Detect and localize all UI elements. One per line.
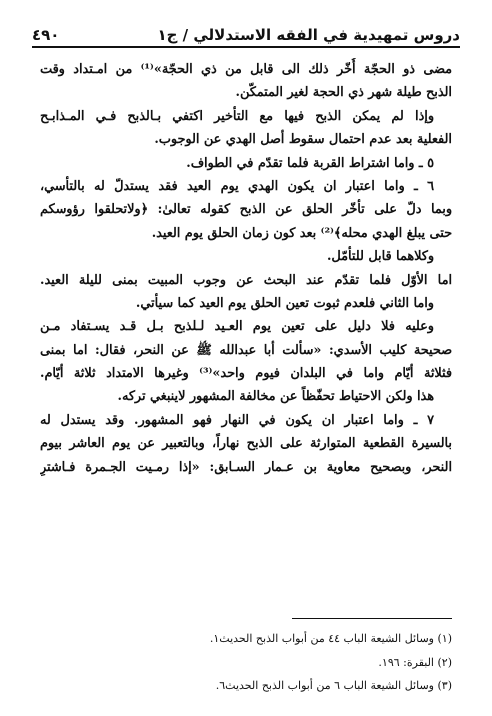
footnote: (١) وسائل الشيعة الباب ٤٤ من أبواب الذبح الحديث١. xyxy=(209,632,452,645)
running-header xyxy=(32,14,460,48)
page-number: ٤٩٠ xyxy=(32,26,60,44)
text-line: ٧ ـ واما اعتبار ان يكون في النهار فهو المشهور. وقد يستدل له xyxy=(40,412,434,428)
text-line: وبما دلّ على تأخّر الحلق عن الذبح كقوله تعالىٰ: ﴿ولاتحلقوا رؤوسكم xyxy=(40,202,452,218)
footnotes xyxy=(40,627,452,698)
footnote: (٣) وسائل الشيعة الباب ٦ من أبواب الذبح الحديث٦. xyxy=(215,679,452,692)
text-line: النحر، وبصحيح معاوية بن عـمار السـابق: «إذا رمـيت الجـمرة فـاشترِ xyxy=(40,459,452,475)
text-line: مضى ذو الحجّة أُخّر ذلك الى قابل من ذي الحجّة»⁽¹⁾ من امـتداد وقت xyxy=(40,62,452,77)
text-line: اما الأوّل فلما تقدّم عند البحث عن وجوب المبيت بمنى لليلة العيد. xyxy=(40,272,452,288)
text-line: الفعلية بعد عدم احتمال سقوط أصل الهدي عن الوجوب. xyxy=(154,132,452,148)
text-line: فثلاثة أيّام واما في البلدان فيوم واحد»⁽³⁾ وغيرها الامتداد ثلاثة أيّام. xyxy=(40,366,452,382)
body-text xyxy=(40,58,452,479)
text-line: وإذا لم يمكن الذبح فيها مع التأخير اكتفي بـالذبح فـي المـذابـح xyxy=(40,108,434,124)
text-line: الذبح طيلة شهر ذي الحجة لغير المتمكّن. xyxy=(235,85,452,101)
text-line: ٦ ـ واما اعتبار ان يكون الهدي يوم العيد فقد يستدلّ له بالتأسي، xyxy=(40,178,434,194)
text-line: واما الثاني فلعدم ثبوت تعين الحلق يوم العيد كما سيأتي. xyxy=(135,295,434,311)
footnote: (٢) البقرة: ١٩٦. xyxy=(378,655,452,669)
text-line: وكلاهما قابل للتأمّل. xyxy=(326,249,434,265)
text-line: بالسيرة القطعية المتوارثة على الذبح نهاراً، وبالتعبير عن يوم العاشر بيوم xyxy=(40,436,452,452)
footnote-divider xyxy=(292,618,452,619)
text-line: وعليه فلا دليل على تعين يوم العـيد لـلذبح بـل قـد يسـتفاد مـن xyxy=(40,319,434,335)
text-line: هذا ولكن الاحتياط تحفّظاً عن مخالفة المشهور لاينبغي تركه. xyxy=(117,389,434,405)
text-line: ٥ ـ واما اشتراط القربة فلما تقدّم في الطواف. xyxy=(186,155,434,171)
text-line: صحيحة كليب الأسدي: «سألت أبا عبدالله ﷺ عن النحر، فقال: اما بمنى xyxy=(40,342,452,358)
running-title: دروس تمهيدية في الفقه الاستدلالي / ج١ xyxy=(157,26,460,44)
text-line: حتى يبلغ الهدي محله﴾⁽²⁾ بعد كون زمان الحلق يوم العيد. xyxy=(151,225,452,241)
